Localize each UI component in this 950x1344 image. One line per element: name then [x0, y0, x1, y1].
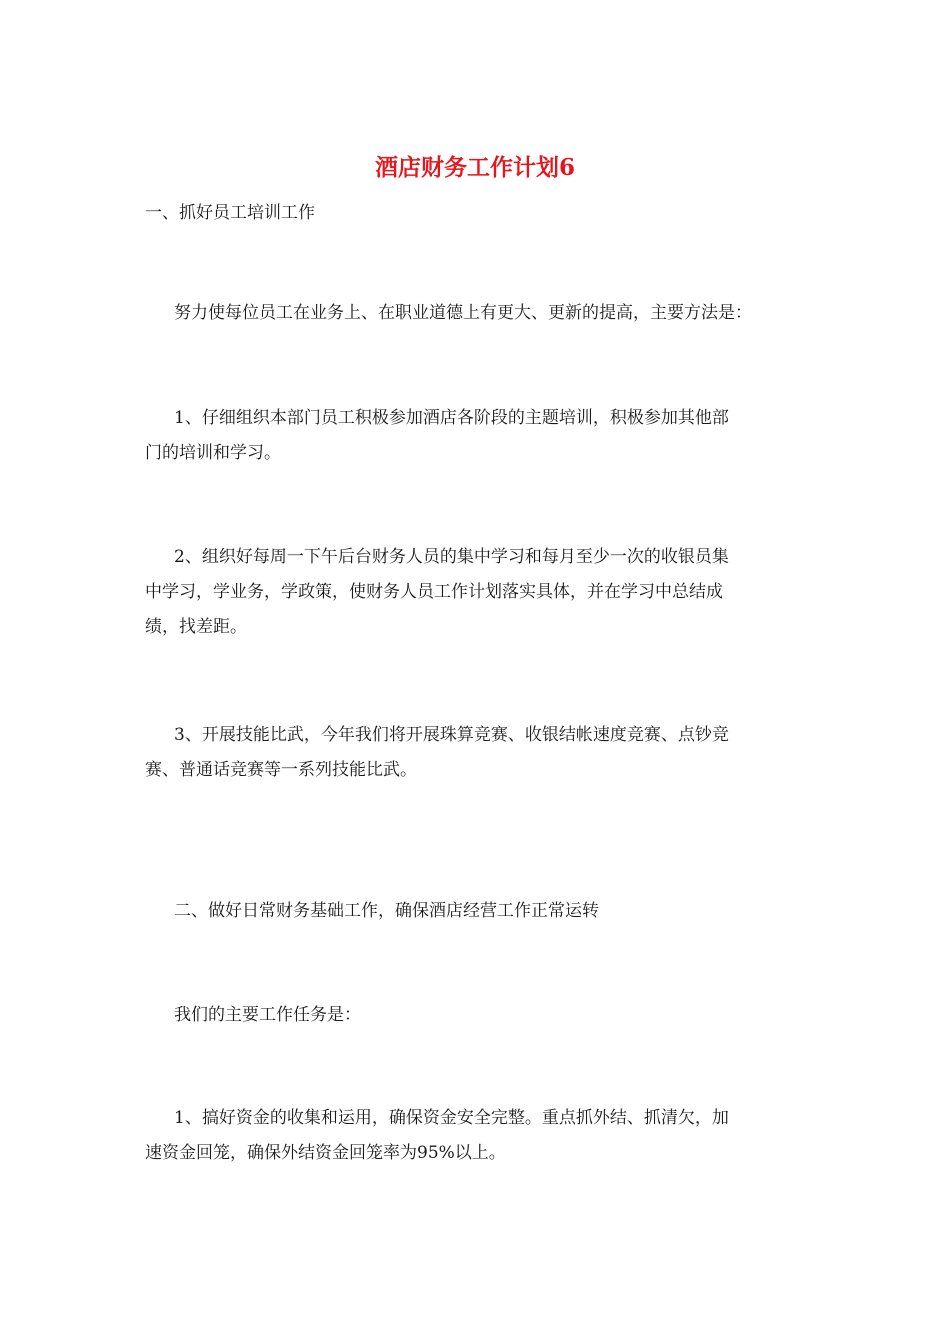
list-item-1-line-1: 1、仔细组织本部门员工积极参加酒店各阶段的主题培训，积极参加其他部: [174, 408, 729, 428]
list-item-2-line-3: 绩，找差距。: [145, 617, 247, 637]
list-item-3: [145, 718, 805, 788]
section-heading-2: 二、做好日常财务基础工作，确保酒店经营工作正常运转: [174, 901, 599, 921]
task-item-1: [145, 1101, 805, 1171]
list-item-3-line-2: 赛、普通话竞赛等一系列技能比武。: [145, 760, 417, 780]
list-item-2: [145, 540, 805, 645]
list-item-3-line-1: 3、开展技能比武，今年我们将开展珠算竞赛、收银结帐速度竞赛、点钞竞: [174, 725, 729, 745]
task-item-1-line-1: 1、搞好资金的收集和运用，确保资金安全完整。重点抓外结、抓清欠，加: [174, 1108, 729, 1128]
list-item-2-line-1: 2、组织好每周一下午后台财务人员的集中学习和每月至少一次的收银员集: [174, 547, 729, 567]
list-item-2-line-2: 中学习，学业务，学政策，使财务人员工作计划落实具体，并在学习中总结成: [145, 582, 723, 602]
task-item-1-line-2: 速资金回笼，确保外结资金回笼率为95%以上。: [145, 1143, 506, 1163]
list-item-1-line-2: 门的培训和学习。: [145, 443, 281, 463]
paragraph-tasks: 我们的主要工作任务是：: [174, 1005, 361, 1025]
document-title: 酒店财务工作计划6: [374, 154, 575, 181]
section-heading-1: 一、抓好员工培训工作: [145, 203, 315, 223]
paragraph-intro: 努力使每位员工在业务上、在职业道德上有更大、更新的提高，主要方法是：: [174, 303, 752, 323]
list-item-1: [145, 401, 805, 471]
